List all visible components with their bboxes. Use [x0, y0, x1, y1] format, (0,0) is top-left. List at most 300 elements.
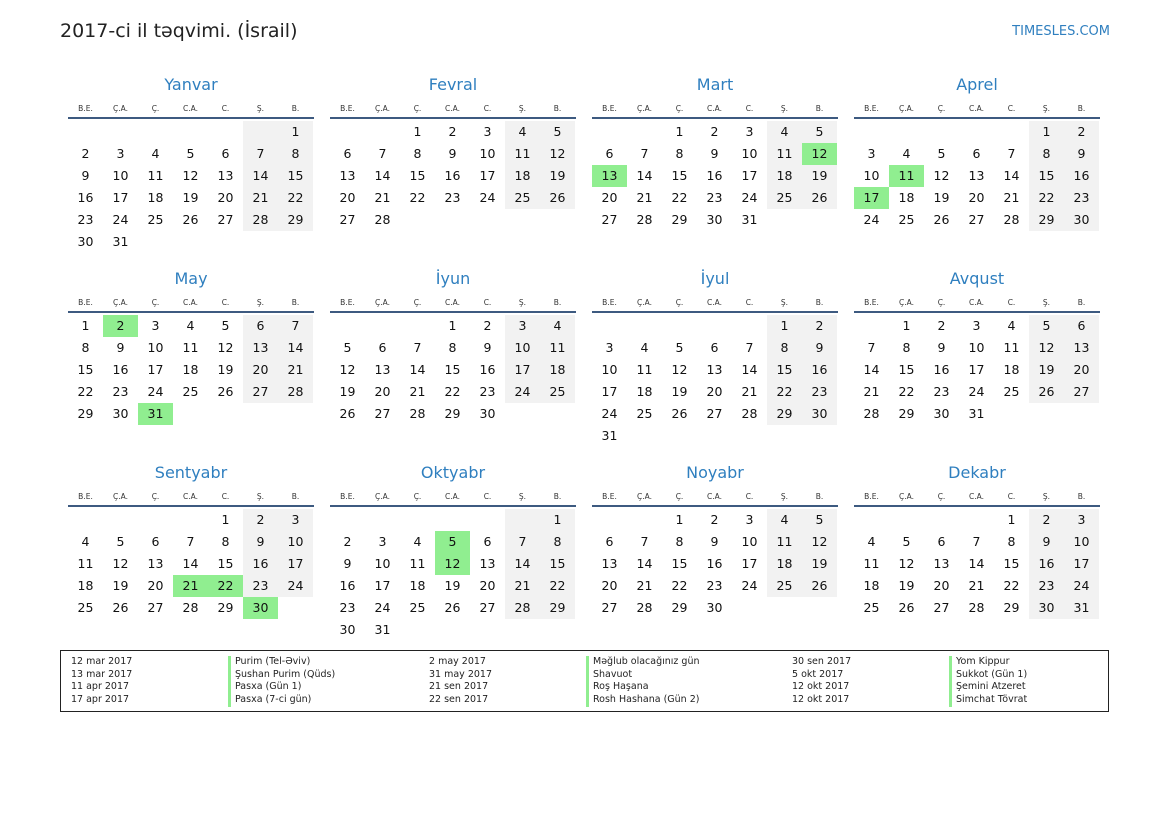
legend-holiday-name: Shavuot [586, 669, 632, 682]
day-cell: 10 [278, 531, 313, 553]
day-cell: 5 [435, 531, 470, 553]
empty-cell [959, 121, 994, 143]
day-cell: 18 [77, 578, 94, 593]
weekday-label: Ş. [1042, 492, 1051, 501]
weekday-label: C.A. [444, 298, 460, 307]
weekday-label: B. [291, 104, 300, 113]
day-cell: 4 [81, 534, 90, 549]
weekday-label: C. [221, 492, 230, 501]
day-cell: 20 [933, 578, 950, 593]
month-10 [330, 462, 576, 641]
empty-cell [400, 509, 435, 531]
month-name: Fevral [428, 75, 478, 94]
day-cell: 19 [802, 165, 837, 187]
day-cell: 15 [767, 359, 802, 381]
day-cell: 12 [339, 362, 356, 377]
day-cell: 18 [182, 362, 199, 377]
empty-cell [802, 425, 837, 447]
day-cell: 29 [1003, 600, 1020, 615]
empty-cell [435, 209, 470, 231]
day-cell: 2 [710, 512, 719, 527]
day-grid [592, 121, 837, 231]
empty-cell [505, 403, 540, 425]
legend-date: 11 apr 2017 [71, 681, 130, 693]
empty-cell [697, 425, 732, 447]
day-cell: 23 [243, 575, 278, 597]
day-cell: 7 [186, 534, 195, 549]
day-cell: 18 [767, 553, 802, 575]
day-cell: 28 [636, 212, 653, 227]
day-cell: 6 [605, 534, 614, 549]
weekday-label: C.A. [444, 492, 460, 501]
day-cell: 26 [1029, 381, 1064, 403]
day-cell: 23 [339, 600, 356, 615]
empty-cell [592, 121, 627, 143]
weekday-label: C.A. [706, 492, 722, 501]
day-cell: 24 [479, 190, 496, 205]
day-cell: 21 [968, 578, 985, 593]
empty-cell [330, 315, 365, 337]
day-cell: 10 [741, 146, 758, 161]
month-3 [592, 74, 838, 231]
legend-date: 21 sen 2017 [429, 681, 489, 693]
empty-cell [959, 509, 994, 531]
legend-row [792, 681, 1027, 694]
day-cell: 22 [208, 575, 243, 597]
day-cell: 27 [933, 600, 950, 615]
legend-date: 31 may 2017 [429, 668, 493, 680]
empty-cell [697, 315, 732, 337]
empty-cell [470, 509, 505, 531]
day-cell: 19 [444, 578, 461, 593]
day-cell: 17 [968, 362, 985, 377]
day-cell: 1 [1029, 121, 1064, 143]
day-cell: 8 [1029, 143, 1064, 165]
empty-cell [138, 121, 173, 143]
empty-cell [732, 315, 767, 337]
day-cell: 18 [863, 578, 880, 593]
legend-holiday-name: Rosh Hashana (Gün 2) [586, 694, 699, 707]
empty-cell [365, 121, 400, 143]
legend-date: 2 may 2017 [429, 656, 486, 667]
empty-cell [173, 509, 208, 531]
day-cell: 8 [540, 531, 575, 553]
weekday-label: Ş. [256, 104, 265, 113]
day-cell: 10 [1064, 531, 1099, 553]
day-cell: 24 [505, 381, 540, 403]
day-cell: 26 [898, 600, 915, 615]
legend-row [71, 656, 335, 669]
empty-cell [889, 509, 924, 531]
month-name: Avqust [949, 269, 1005, 288]
day-cell: 18 [409, 578, 426, 593]
day-cell: 12 [217, 340, 234, 355]
day-cell: 21 [173, 575, 208, 597]
day-cell: 21 [243, 187, 278, 209]
day-cell: 19 [217, 362, 234, 377]
day-cell: 28 [1003, 212, 1020, 227]
legend-holiday-name: Yom Kippur [949, 656, 1009, 669]
empty-cell [924, 121, 959, 143]
empty-cell [627, 315, 662, 337]
day-cell: 14 [409, 362, 426, 377]
day-cell: 20 [479, 578, 496, 593]
empty-cell [854, 315, 889, 337]
day-cell: 7 [378, 146, 387, 161]
weekday-label: B.E. [340, 104, 355, 113]
weekday-label: Ç.A. [374, 104, 390, 113]
day-cell: 25 [1003, 384, 1020, 399]
day-cell: 25 [767, 575, 802, 597]
day-cell: 17 [112, 190, 129, 205]
day-cell: 11 [889, 165, 924, 187]
day-cell: 9 [81, 168, 90, 183]
day-cell: 1 [675, 124, 684, 139]
day-cell: 5 [802, 121, 837, 143]
weekday-label: C. [483, 104, 492, 113]
weekday-label: Ş. [518, 298, 527, 307]
day-cell: 24 [278, 575, 313, 597]
day-cell: 23 [112, 384, 129, 399]
day-cell: 23 [77, 212, 94, 227]
empty-cell [138, 231, 173, 253]
day-cell: 15 [671, 168, 688, 183]
day-cell: 9 [1064, 143, 1099, 165]
empty-cell [1029, 403, 1064, 425]
weekday-label: C.A. [444, 104, 460, 113]
day-cell: 11 [636, 362, 653, 377]
day-cell: 3 [151, 318, 160, 333]
day-cell: 1 [413, 124, 422, 139]
weekday-header [854, 489, 1100, 507]
weekday-label: Ç. [675, 492, 684, 501]
empty-cell [505, 619, 540, 641]
weekday-header [592, 489, 838, 507]
weekday-header [592, 101, 838, 119]
weekday-label: B.E. [602, 492, 617, 501]
day-cell: 28 [278, 381, 313, 403]
month-11 [592, 462, 838, 619]
empty-cell [505, 209, 540, 231]
day-cell: 30 [802, 403, 837, 425]
day-cell: 25 [409, 600, 426, 615]
day-cell: 25 [767, 187, 802, 209]
day-cell: 16 [77, 190, 94, 205]
day-cell: 12 [435, 553, 470, 575]
day-cell: 29 [217, 600, 234, 615]
day-grid [854, 121, 1099, 231]
day-cell: 8 [675, 534, 684, 549]
day-cell: 24 [1064, 575, 1099, 597]
day-cell: 12 [1029, 337, 1064, 359]
empty-cell [627, 121, 662, 143]
day-cell: 4 [505, 121, 540, 143]
weekday-label: Ş. [256, 492, 265, 501]
day-cell: 3 [972, 318, 981, 333]
weekday-label: B. [553, 104, 562, 113]
weekday-label: B.E. [78, 104, 93, 113]
legend-row [792, 694, 1027, 707]
month-2 [330, 74, 576, 231]
empty-cell [1064, 403, 1099, 425]
weekday-label: Ş. [256, 298, 265, 307]
legend-row [71, 694, 335, 707]
empty-cell [103, 509, 138, 531]
month-1 [68, 74, 314, 253]
empty-cell [365, 315, 400, 337]
day-cell: 19 [540, 165, 575, 187]
day-cell: 30 [243, 597, 278, 619]
day-cell: 13 [592, 165, 627, 187]
month-8 [854, 268, 1100, 425]
day-cell: 7 [243, 143, 278, 165]
day-cell: 22 [444, 384, 461, 399]
weekday-label: B. [815, 104, 824, 113]
weekday-label: B.E. [602, 298, 617, 307]
day-cell: 5 [343, 340, 352, 355]
empty-cell [505, 509, 540, 531]
empty-cell [470, 619, 505, 641]
day-cell: 20 [374, 384, 391, 399]
day-cell: 5 [1029, 315, 1064, 337]
day-cell: 22 [1029, 187, 1064, 209]
day-cell: 26 [112, 600, 129, 615]
day-cell: 1 [540, 509, 575, 531]
day-cell: 14 [636, 168, 653, 183]
day-cell: 21 [409, 384, 426, 399]
legend-row [429, 681, 700, 694]
day-cell: 9 [710, 146, 719, 161]
day-grid [854, 315, 1099, 425]
day-cell: 26 [671, 406, 688, 421]
day-cell: 2 [81, 146, 90, 161]
day-cell: 12 [540, 143, 575, 165]
weekday-label: C.A. [706, 298, 722, 307]
day-cell: 4 [151, 146, 160, 161]
day-cell: 11 [1003, 340, 1020, 355]
day-grid [592, 509, 837, 619]
day-cell: 2 [103, 315, 138, 337]
day-grid [68, 315, 313, 425]
day-cell: 29 [540, 597, 575, 619]
legend-row [792, 656, 1027, 669]
day-cell: 15 [278, 165, 313, 187]
day-cell: 13 [217, 168, 234, 183]
weekday-label: C. [1007, 492, 1016, 501]
day-cell: 28 [741, 406, 758, 421]
day-cell: 28 [636, 600, 653, 615]
legend-holiday-name: Şushan Purim (Qüds) [228, 669, 335, 682]
month-name: May [174, 269, 208, 288]
day-cell: 31 [1064, 597, 1099, 619]
day-cell: 11 [767, 531, 802, 553]
day-cell: 7 [640, 146, 649, 161]
day-grid [592, 315, 837, 447]
day-cell: 16 [112, 362, 129, 377]
day-cell: 23 [706, 190, 723, 205]
day-cell: 14 [968, 556, 985, 571]
weekday-label: C. [221, 298, 230, 307]
day-cell: 30 [933, 406, 950, 421]
day-cell: 20 [147, 578, 164, 593]
day-cell: 14 [1003, 168, 1020, 183]
weekday-label: C. [221, 104, 230, 113]
day-cell: 16 [1029, 553, 1064, 575]
day-cell: 5 [186, 146, 195, 161]
empty-cell [732, 597, 767, 619]
empty-cell [802, 209, 837, 231]
day-cell: 13 [601, 556, 618, 571]
weekday-header [68, 489, 314, 507]
month-name: Yanvar [164, 75, 218, 94]
month-6 [330, 268, 576, 425]
day-cell: 29 [671, 600, 688, 615]
weekday-label: Ç. [151, 492, 160, 501]
day-cell: 10 [374, 556, 391, 571]
day-cell: 8 [675, 146, 684, 161]
day-cell: 23 [1064, 187, 1099, 209]
day-grid [68, 509, 313, 619]
day-cell: 8 [448, 340, 457, 355]
month-name: Dekabr [948, 463, 1006, 482]
weekday-label: Ç. [937, 104, 946, 113]
weekday-label: Ç.A. [898, 104, 914, 113]
day-grid [854, 509, 1099, 619]
day-cell: 19 [112, 578, 129, 593]
weekday-label: B.E. [340, 492, 355, 501]
empty-cell [243, 231, 278, 253]
day-cell: 28 [968, 600, 985, 615]
weekday-label: B.E. [602, 104, 617, 113]
day-cell: 6 [1064, 315, 1099, 337]
day-cell: 24 [147, 384, 164, 399]
day-cell: 10 [112, 168, 129, 183]
empty-cell [767, 597, 802, 619]
day-cell: 15 [409, 168, 426, 183]
month-name: İyul [700, 269, 730, 288]
day-cell: 27 [706, 406, 723, 421]
day-cell: 26 [802, 575, 837, 597]
weekday-label: Ç. [675, 298, 684, 307]
day-cell: 6 [243, 315, 278, 337]
day-cell: 30 [77, 234, 94, 249]
day-cell: 3 [745, 124, 754, 139]
day-cell: 7 [278, 315, 313, 337]
empty-cell [627, 509, 662, 531]
day-cell: 14 [278, 337, 313, 359]
weekday-label: Ç.A. [112, 298, 128, 307]
day-cell: 1 [767, 315, 802, 337]
day-cell: 29 [671, 212, 688, 227]
day-cell: 10 [863, 168, 880, 183]
day-cell: 8 [1007, 534, 1016, 549]
day-cell: 24 [112, 212, 129, 227]
day-cell: 14 [863, 362, 880, 377]
day-cell: 29 [1029, 209, 1064, 231]
day-cell: 1 [278, 121, 313, 143]
day-cell: 27 [601, 212, 618, 227]
weekday-header [68, 101, 314, 119]
day-cell: 18 [147, 190, 164, 205]
day-cell: 1 [902, 318, 911, 333]
day-cell: 13 [1064, 337, 1099, 359]
day-cell: 29 [278, 209, 313, 231]
day-cell: 25 [147, 212, 164, 227]
weekday-label: C.A. [968, 298, 984, 307]
empty-cell [854, 121, 889, 143]
empty-cell [592, 509, 627, 531]
month-12 [854, 462, 1100, 619]
day-cell: 9 [1029, 531, 1064, 553]
weekday-label: B. [815, 492, 824, 501]
weekday-label: C.A. [182, 298, 198, 307]
weekday-label: C.A. [182, 104, 198, 113]
brand-link[interactable]: TIMESLES.COM [1012, 24, 1110, 39]
day-cell: 25 [636, 406, 653, 421]
day-cell: 19 [1029, 359, 1064, 381]
weekday-label: Ş. [518, 492, 527, 501]
day-cell: 10 [601, 362, 618, 377]
day-cell: 27 [601, 600, 618, 615]
weekday-label: Ç. [675, 104, 684, 113]
day-cell: 10 [505, 337, 540, 359]
day-cell: 8 [413, 146, 422, 161]
day-cell: 1 [221, 512, 230, 527]
legend-date: 12 mar 2017 [71, 656, 133, 667]
day-cell: 16 [243, 553, 278, 575]
day-cell: 31 [138, 403, 173, 425]
day-cell: 13 [147, 556, 164, 571]
day-cell: 3 [745, 512, 754, 527]
empty-cell [540, 619, 575, 641]
empty-cell [278, 231, 313, 253]
day-cell: 22 [671, 190, 688, 205]
day-cell: 19 [802, 553, 837, 575]
day-cell: 22 [898, 384, 915, 399]
empty-cell [400, 619, 435, 641]
weekday-label: Ç. [151, 298, 160, 307]
weekday-label: Ş. [780, 492, 789, 501]
day-cell: 26 [444, 600, 461, 615]
day-cell: 3 [867, 146, 876, 161]
day-cell: 29 [898, 406, 915, 421]
day-cell: 21 [278, 359, 313, 381]
empty-cell [243, 403, 278, 425]
legend-holiday-name: Məğlub olacağınız gün [586, 656, 700, 669]
day-cell: 6 [605, 146, 614, 161]
day-cell: 13 [933, 556, 950, 571]
day-cell: 30 [479, 406, 496, 421]
legend-row [429, 694, 700, 707]
day-cell: 25 [77, 600, 94, 615]
day-cell: 8 [278, 143, 313, 165]
day-cell: 11 [409, 556, 426, 571]
weekday-label: Ş. [1042, 298, 1051, 307]
day-cell: 19 [339, 384, 356, 399]
month-name: Oktyabr [420, 463, 486, 482]
day-cell: 12 [671, 362, 688, 377]
day-cell: 23 [802, 381, 837, 403]
day-cell: 25 [898, 212, 915, 227]
day-cell: 26 [802, 187, 837, 209]
month-name: Mart [696, 75, 734, 94]
day-cell: 21 [636, 190, 653, 205]
day-cell: 31 [112, 234, 129, 249]
day-cell: 16 [1064, 165, 1099, 187]
day-cell: 11 [767, 143, 802, 165]
day-cell: 4 [640, 340, 649, 355]
day-cell: 14 [636, 556, 653, 571]
